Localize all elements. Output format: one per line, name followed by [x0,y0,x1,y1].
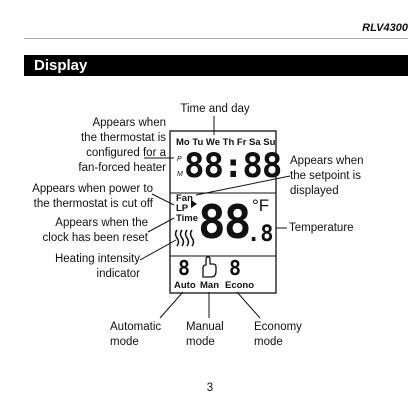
label-line: Appears when [92,117,166,129]
day-su: Su [263,137,276,148]
mode-man: Man [200,280,219,291]
temperature-decimal: .8 [247,222,274,247]
heat-waves-icon [176,230,194,246]
leader-economy [237,292,260,318]
label-line: fan-forced heater [78,162,166,174]
ampm-indicator [177,155,183,179]
econo-digit: 8 [229,256,242,280]
label-line: the setpoint is [290,170,361,182]
label-line: Automatic [110,321,162,333]
day-th: Th [222,137,235,148]
lp-indicator: LP [176,203,189,214]
leader-lp [152,194,174,205]
model-number: RLV4300 [362,22,408,34]
label-fan-heater [40,116,166,176]
label-economy [254,320,302,350]
clock-digits: 88:88 [184,146,282,186]
label-line: Appears when [290,155,364,167]
label-line: mode [186,336,215,348]
day-fr: Fr [236,137,247,148]
auto-digit: 8 [178,256,191,280]
label-line: mode [110,336,139,348]
day-mo: Mo [176,137,190,148]
label-line: clock has been reset [42,232,148,244]
mode-econo: Econo [225,280,255,291]
day-tu: Tu [192,137,204,148]
section-title: Display [34,57,88,74]
mode-auto: Auto [174,280,196,291]
label-automatic [110,320,161,350]
label-line: mode [254,336,283,348]
time-indicator: Time [176,213,199,224]
label-line: displayed [290,185,339,197]
pm-p: P [177,156,182,163]
page-number: 3 [206,382,214,394]
pm-m: M [177,171,183,178]
leader-auto [160,292,183,318]
label-line: the thermostat is cut off [33,198,153,210]
label-line: Manual [186,321,224,333]
label-power-cut [8,182,153,212]
label-heating [20,252,140,282]
label-line: Appears when the [55,217,148,229]
unit-fahrenheit: °F [252,196,270,215]
label-line: Economy [254,321,302,333]
label-line: indicator [96,268,140,280]
label-manual [186,320,224,350]
label-temperature: Temperature [289,222,354,234]
label-setpoint [290,154,410,199]
label-line: Heating intensity [54,253,140,265]
fan-indicator: Fan [176,193,193,204]
label-line: configured for a [86,147,166,159]
temperature-digits: 88 [198,195,250,249]
label-line: Appears when power to [32,183,153,195]
label-line: the thermostat is [80,132,166,144]
label-time-day: Time and day [180,103,250,115]
hand-icon [203,257,216,277]
label-clock-reset [20,216,148,246]
day-sa: Sa [249,137,261,148]
day-we: We [205,137,220,148]
